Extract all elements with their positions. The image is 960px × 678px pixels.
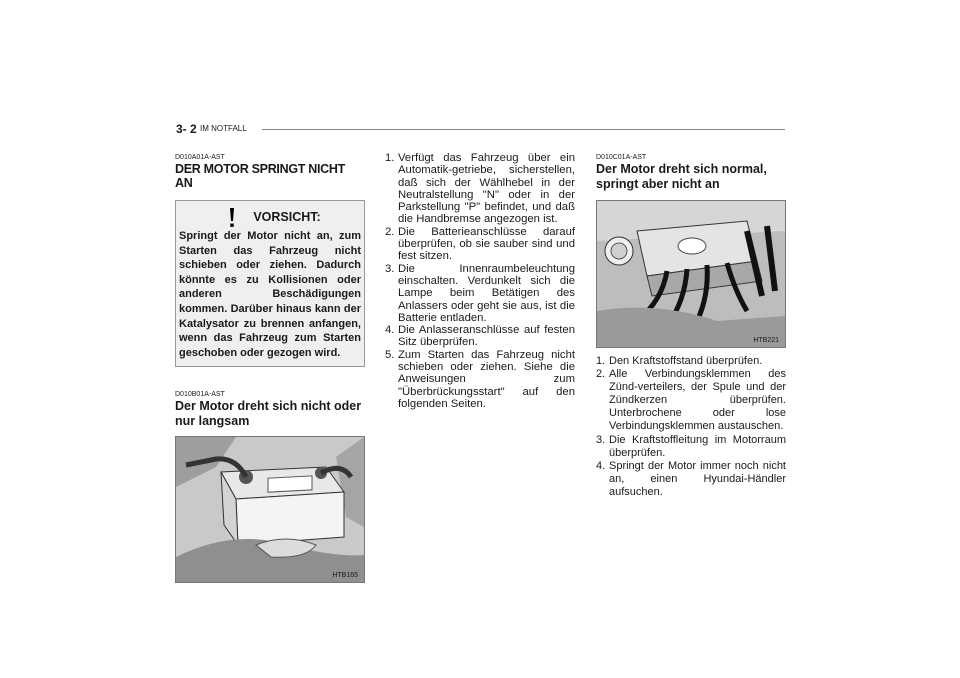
list-item: 5. Zum Starten das Fahrzeug nicht schieben oder ziehen. Siehe die Anweisungen zum "Überbrückungsstart" auf den folgenden Seiten. <box>385 348 575 410</box>
photo-label: HTB165 <box>332 572 358 580</box>
photo-label: HTB221 <box>753 337 779 344</box>
page-number: 3- 2 <box>176 122 197 136</box>
warning-exclamation-icon <box>219 205 245 229</box>
list-item: 1. Den Kraftstoffstand überprüfen. <box>596 355 763 367</box>
list-item: 3. Die Kraftstoffleitung im Motorraum überprüfen. <box>596 433 786 459</box>
header-rule <box>262 129 785 130</box>
warning-text: Springt der Motor nicht an, zum Starten das Fahrzeug nicht schieben oder ziehen. Dadurch könnte es zu Kollisionen oder anderen Beschädigungen kommen. Darüber hinaus kann der Katalysator zu brennen anfangen, wenn das Fahrzeug zum Starten geschoben oder gezogen wird. <box>179 230 361 359</box>
engine-illustration <box>597 201 785 347</box>
list-item: 4. Springt der Motor immer noch nicht an, einen Hyundai-Händler aufsuchen. <box>596 459 786 498</box>
battery-illustration <box>176 437 364 582</box>
list-item: 3. Die Innenraumbeleuchtung einschalten. Verdunkelt sich die Lampe beim Betätigen des Anlassers oder geht sie aus, ist die Batterie entladen. <box>385 262 575 324</box>
section-heading: Der Motor dreht sich normal, springt aber nicht an <box>596 162 767 191</box>
middle-column <box>385 152 575 410</box>
warning-title: VORSICHT: <box>253 210 321 224</box>
section-code: D010A01A-AST <box>175 154 225 161</box>
section-code-2: D010B01A-AST <box>175 391 225 399</box>
battery-photo <box>175 436 365 583</box>
list-item: 2. Alle Verbindungsklemmen des Zünd-verteilers, der Spule und der Zündkerzen überprüfen. Unterbrochene oder lose Verbindungsklemmen austauschen. <box>596 368 786 433</box>
section-heading: DER MOTOR SPRINGT NICHT AN <box>175 162 345 190</box>
section-code: D010C01A-AST <box>596 154 647 161</box>
list-item: 2. Die Batterieanschlüsse darauf überprüfen, ob sie sauber sind und fest sitzen. <box>385 225 575 263</box>
list-item: 1. Verfügt das Fahrzeug über ein Automatik-getriebe, sicherstellen, daß sich der Wählhebel in der Neutralstellung "N" oder in der Parkstellung "P" befindet, und daß die Handbremse angezogen ist. <box>385 152 575 226</box>
section-heading-2: Der Motor dreht sich nicht oder nur langsam <box>175 399 362 429</box>
checklist <box>596 355 786 499</box>
left-column <box>175 154 365 583</box>
list-item: 4. Die Anlasseranschlüsse auf festen Sitz überprüfen. <box>385 324 575 349</box>
right-column <box>596 154 786 499</box>
warning-box <box>175 200 365 367</box>
checklist <box>385 152 575 410</box>
engine-photo <box>596 200 786 348</box>
section-title: IM NOTFALL <box>200 124 247 133</box>
